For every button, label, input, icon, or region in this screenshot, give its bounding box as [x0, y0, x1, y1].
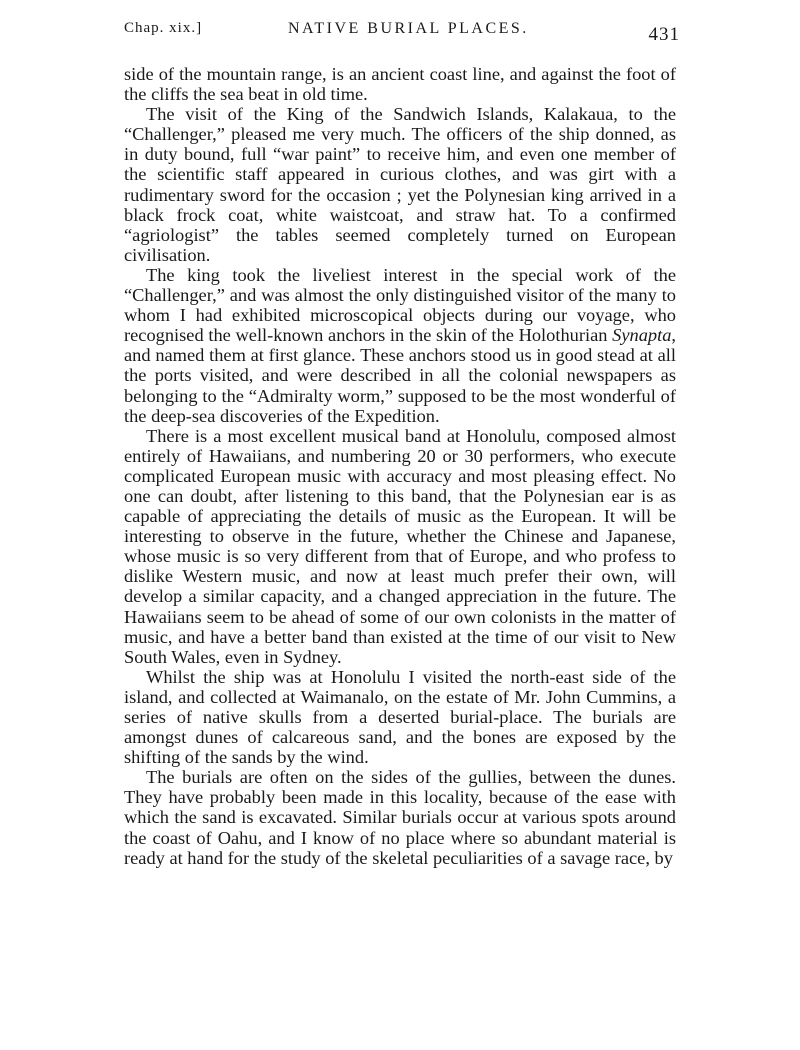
italic-genus-name: Synapta — [612, 325, 672, 346]
running-title: NATIVE BURIAL PLACES. — [288, 20, 529, 37]
paragraph-text: The king took the liveliest interest in the special work of the “Challenger,” and was almost the only distinguished visitor of the many to whom I had exhibited microscopical objects during our voyage, who recognised the well-known anchors in the skin of the Holothurian — [124, 264, 676, 346]
paragraph-text: The burials are often on the sides of the gullies, between the dunes. They have probably been made in this locality, because of the ease with which the sand is excavated. Similar burials occur at various spots around the coast of Oahu, and I know of no place where so abundant material is ready at hand for the study of the skeletal peculiarities of a savage race, by — [124, 767, 676, 868]
paragraph-text: The visit of the King of the Sandwich Islands, Kalakaua, to the “Challenger,” pleased me very much. The officers of the ship donned, as in duty bound, full “war paint” to receive him, and even one member of the scientific staff appeared in curious clothes, and was girt with a rudimentary sword for the occasion ; yet the Polynesian king arrived in a black frock coat, white waistcoat, and straw hat. To a confirmed “agriologist” the tables seemed completely turned on European civilisation. — [124, 104, 676, 265]
paragraph-text: Whilst the ship was at Honolulu I visited the north-east side of the island, and collected at Waimanalo, on the estate of Mr. John Cummins, a series of native skulls from a deserted burial-place. The burials are amongst dunes of calcareous sand, and the bones are exposed by the shifting of the sands by the wind. — [124, 666, 676, 768]
chapter-label: Chap. xix.] — [124, 20, 203, 36]
paragraph-king-interest — [124, 265, 676, 426]
body-text — [124, 64, 676, 868]
paragraph-waimanalo — [124, 667, 676, 767]
paragraph-text: , and named them at first glance. These anchors stood us in good stead at all the ports visited, and were described in all the colonial newspapers as belonging to the “Admiralty worm,” supposed to be the most wonderful of the deep-sea discoveries of the Expedition. — [124, 325, 676, 426]
paragraph-burials — [124, 767, 676, 867]
paragraph-musical-band — [124, 426, 676, 667]
paragraph-text: There is a most excellent musical band at Honolulu, composed almost entirely of Hawaiians, and numbering 20 or 30 performers, who execute complicated European music with accuracy and most pleasing effect. No one can doubt, after listening to this band, that the Polynesian ear is as capable of appreciating the details of music as the European. It will be interesting to observe in the future, whether the Chinese and Japanese, whose music is so very different from that of Europe, and who profess to dislike Western music, and now at least much prefer their own, will develop a similar capacity, and a changed appreciation in the future. The Hawaiians seem to be ahead of some of our own colonists in the matter of music, and have a better band than existed at the time of our visit to New South Wales, even in Sydney. — [124, 425, 676, 667]
paragraph-text: side of the mountain range, is an ancient coast line, and against the foot of the cliffs the sea beat in old time. — [124, 64, 676, 105]
page-number: 431 — [648, 24, 680, 45]
running-header — [124, 18, 680, 48]
paragraph-king-visit — [124, 104, 676, 265]
paragraph-continuation — [124, 64, 676, 104]
